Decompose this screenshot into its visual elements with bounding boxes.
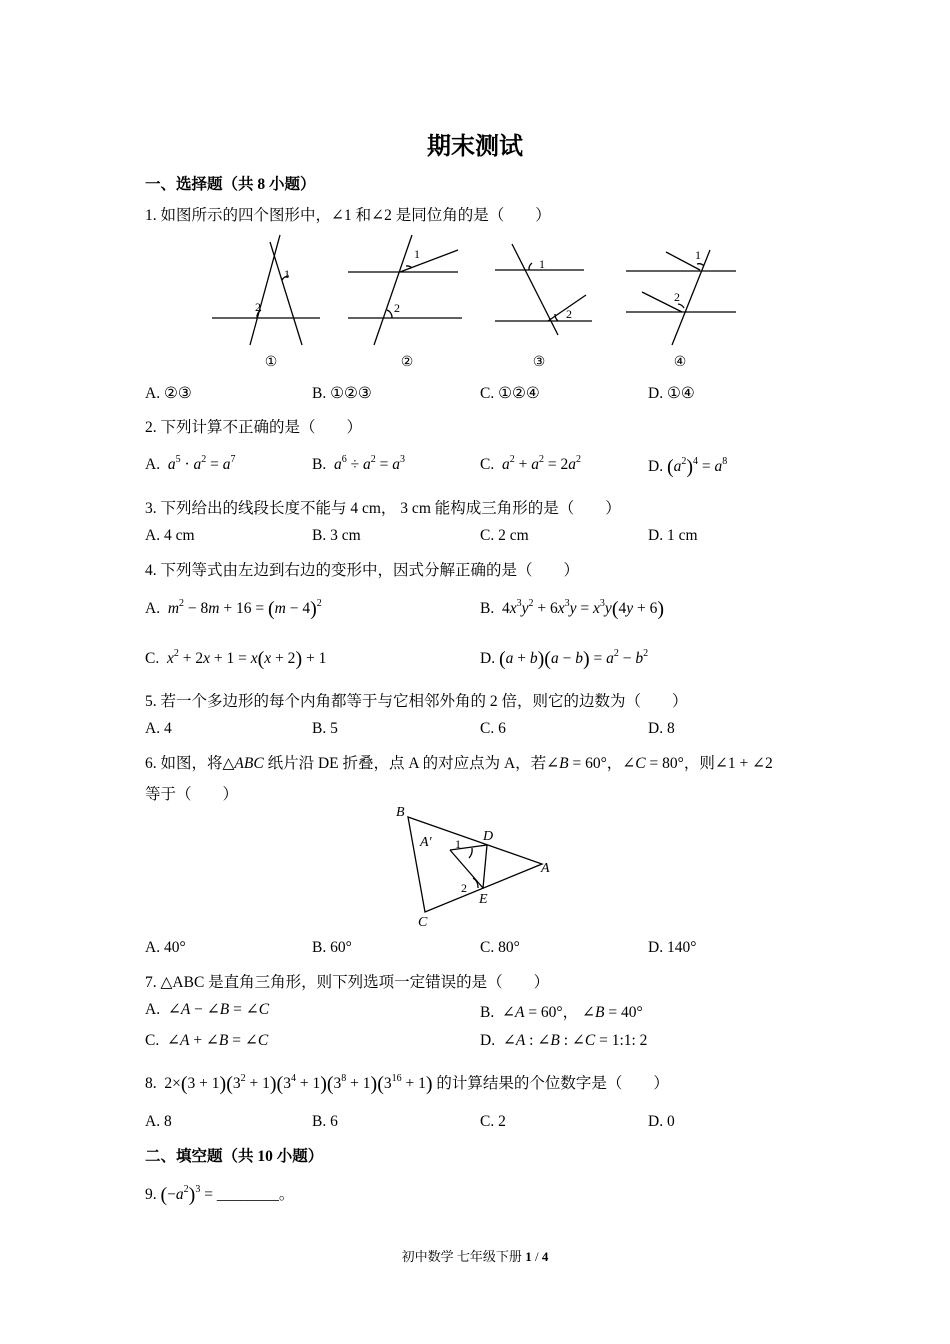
- q7-option-b: B. ∠A = 60°， ∠B = 40°: [480, 1004, 643, 1021]
- q8-stem: 8. $2\times(3 + 1)(3^2 + 1)(3^4 + 1)(3^8 + 1)(3^{16} + 1)$ 的计算结果的个位数字是（ ）: [145, 1073, 669, 1095]
- section-heading-fill: 二、填空题（共 10 小题）: [145, 1148, 324, 1165]
- q1-figures: [200, 230, 760, 375]
- q1-fig2-angle1: 1: [414, 247, 420, 261]
- q9-stem: 9. $(-a^2)^3$ = ________。: [145, 1184, 295, 1206]
- q8-option-a: A. 8: [145, 1113, 172, 1130]
- q1-option-c: C. ①②④: [480, 385, 540, 402]
- q1-fig4-angle1: 1: [695, 248, 701, 262]
- q1-fig-label-1: ①: [264, 355, 278, 370]
- q1-fig1-angle2: 2: [255, 300, 261, 314]
- q4-stem: 4. 下列等式由左边到右边的变形中，因式分解正确的是（ ）: [145, 562, 580, 579]
- q3-stem: 3. 下列给出的线段长度不能与 4 cm， 3 cm 能构成三角形的是（ ）: [145, 500, 621, 517]
- q8-option-d: D. 0: [648, 1113, 675, 1130]
- q3-option-b: B. 3 cm: [312, 527, 361, 544]
- q1-fig3-angle2: 2: [566, 307, 572, 321]
- q7-option-c: C. ∠A + ∠B = ∠C: [145, 1032, 269, 1049]
- q1-option-d: D. ①④: [648, 385, 695, 402]
- q1-fig4-angle2: 2: [674, 290, 680, 304]
- q2-stem: 2. 下列计算不正确的是（ ）: [145, 419, 363, 436]
- q6-stem-line2: 等于（ ）: [145, 786, 239, 803]
- q1-fig1-angle1: 1: [284, 267, 290, 281]
- q6-option-b: B. 60°: [312, 939, 352, 956]
- q2-option-c: C. $a^2 + a^2 = 2a^2$: [480, 454, 581, 473]
- q6-point-b: B: [396, 805, 405, 820]
- q6-figure: [390, 800, 565, 930]
- q3-option-c: C. 2 cm: [480, 527, 529, 544]
- q7-option-a: A. ∠A − ∠B = ∠C: [145, 1001, 270, 1018]
- q2-option-a: A. $a^5 \cdot a^2 = a^7$: [145, 454, 236, 473]
- q6-option-c: C. 80°: [480, 939, 520, 956]
- page-title: 期末测试: [427, 134, 523, 160]
- q6-angle-1: 1: [455, 837, 461, 851]
- q6-stem-line1: 6. 如图，将△ABC 纸片沿 DE 折叠，点 A 的对应点为 A，若∠B = 60°，∠C = 80°，则∠1 + ∠2: [145, 755, 773, 772]
- q3-option-a: A. 4 cm: [145, 527, 195, 544]
- q5-option-a: A. 4: [145, 720, 172, 737]
- q2-option-d: D. $(a^2)^4 = a^8$: [648, 456, 728, 478]
- q5-option-c: C. 6: [480, 720, 506, 737]
- q6-point-a: A: [541, 861, 550, 876]
- q5-option-b: B. 5: [312, 720, 338, 737]
- q1-option-a: A. ②③: [145, 385, 192, 402]
- q4-option-c: C. $x^2 + 2x + 1 = x(x + 2) + 1$: [145, 648, 327, 670]
- q4-option-d: D. $(a + b)(a - b) = a^2 - b^2$: [480, 648, 649, 670]
- q4-option-a: A. $m^2 - 8m + 16 = (m - 4)^2$: [145, 598, 322, 620]
- q1-fig2-angle2: 2: [394, 301, 400, 315]
- q7-stem: 7. △ABC 是直角三角形，则下列选项一定错误的是（ ）: [145, 974, 550, 991]
- q8-option-c: C. 2: [480, 1113, 506, 1130]
- q4-option-b: B. $4x^3y^2 + 6x^3y = x^3y(4y + 6)$: [480, 598, 665, 620]
- q3-option-d: D. 1 cm: [648, 527, 698, 544]
- q8-option-b: B. 6: [312, 1113, 338, 1130]
- q6-option-d: D. 140°: [648, 939, 697, 956]
- q6-point-a-prime: A′: [420, 835, 432, 850]
- q1-option-b: B. ①②③: [312, 385, 372, 402]
- q5-stem: 5. 若一个多边形的每个内角都等于与它相邻外角的 2 倍，则它的边数为（ ）: [145, 693, 688, 710]
- q6-point-e: E: [479, 892, 488, 907]
- q1-fig-label-2: ②: [400, 355, 414, 370]
- q1-stem: 1. 如图所示的四个图形中，∠1 和∠2 是同位角的是（ ）: [145, 207, 551, 224]
- q6-option-a: A. 40°: [145, 939, 186, 956]
- q2-option-b: B. $a^6 \div a^2 = a^3$: [312, 454, 405, 473]
- q5-option-d: D. 8: [648, 720, 675, 737]
- q1-fig3-angle1: 1: [539, 257, 545, 271]
- section-heading-choice: 一、选择题（共 8 小题）: [145, 176, 316, 193]
- q9-blank[interactable]: ________。: [216, 1186, 295, 1203]
- q6-point-d: D: [483, 829, 494, 844]
- q1-fig-label-3: ③: [532, 355, 546, 370]
- q1-fig-label-4: ④: [673, 355, 687, 370]
- page-footer: 初中数学 七年级下册 1 / 4: [401, 1249, 549, 1264]
- q7-option-d: D. ∠A : ∠B : ∠C = 1:1: 2: [480, 1032, 648, 1049]
- q6-point-c: C: [418, 915, 428, 930]
- q6-angle-2: 2: [461, 881, 467, 895]
